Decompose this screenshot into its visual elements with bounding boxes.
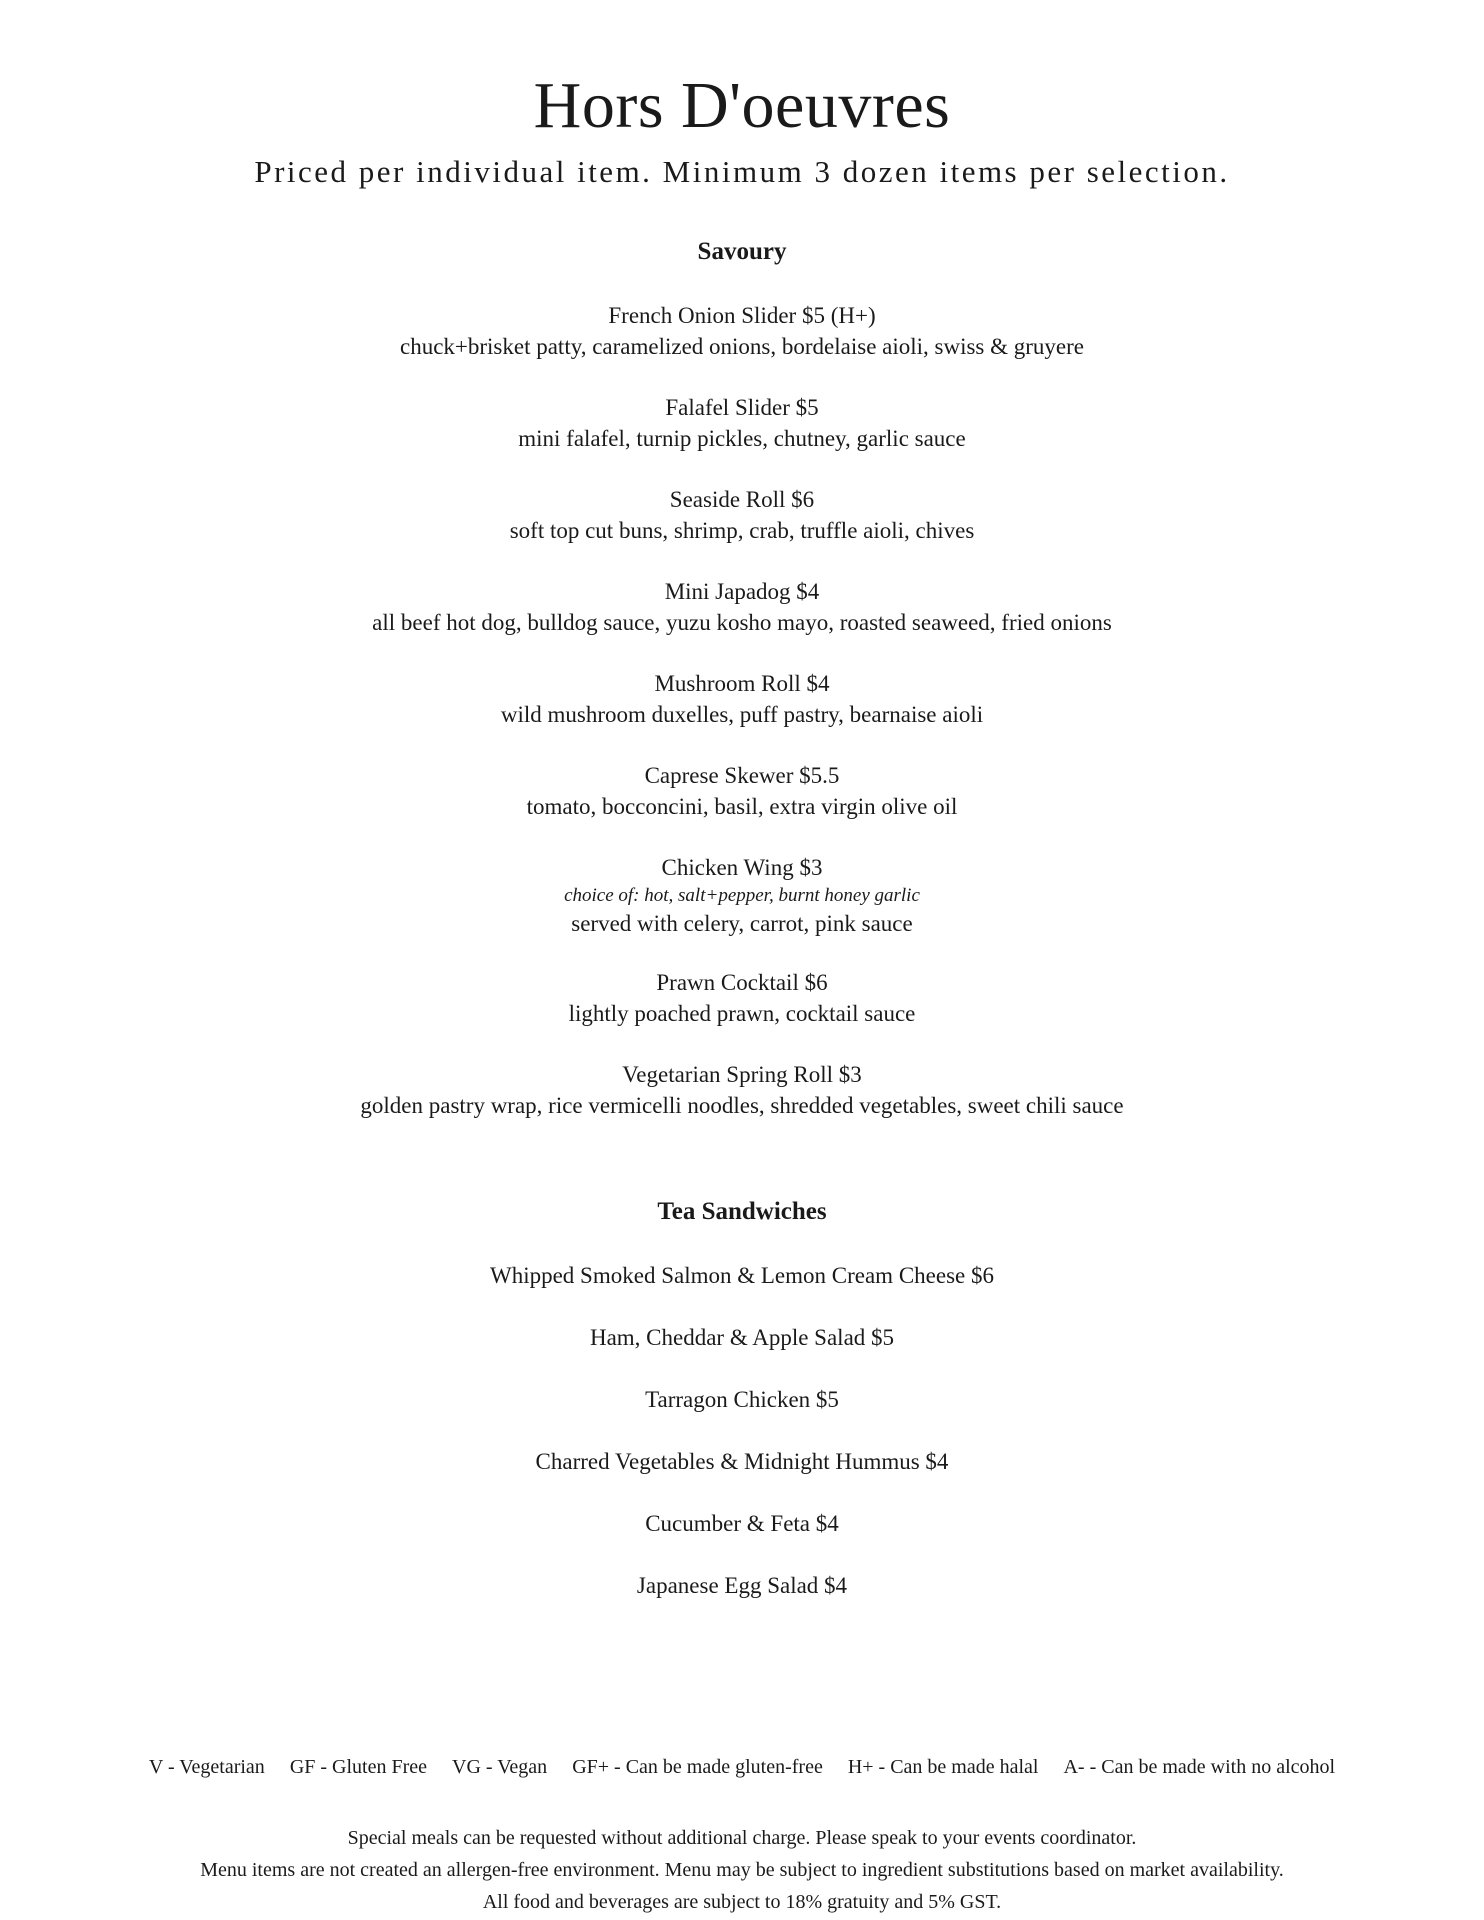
item-name: Caprese Skewer $5.5 xyxy=(644,763,840,788)
item-description: served with celery, carrot, pink sauce xyxy=(571,911,913,936)
menu-item xyxy=(0,967,1484,1029)
page-subtitle: Priced per individual item. Minimum 3 dozen items per selection. xyxy=(254,154,1230,189)
menu-item xyxy=(0,300,1484,362)
item-description: wild mushroom duxelles, puff pastry, bearnaise aioli xyxy=(500,702,984,727)
item-name: Whipped Smoked Salmon & Lemon Cream Cheese $6 xyxy=(490,1263,994,1288)
item-description: lightly poached prawn, cocktail sauce xyxy=(568,1001,916,1026)
item-description: all beef hot dog, bulldog sauce, yuzu kosho mayo, roasted seaweed, fried onions xyxy=(372,610,1112,635)
item-choice: choice of: hot, salt+pepper, burnt honey garlic xyxy=(564,885,920,906)
footer-notes xyxy=(0,1822,1484,1918)
item-description: golden pastry wrap, rice vermicelli noodles, shredded vegetables, sweet chili sauce xyxy=(360,1093,1124,1118)
legend-item-gluten-free: GF - Gluten Free xyxy=(289,1756,428,1778)
footer-line-allergen: Menu items are not created an allergen-free environment. Menu may be subject to ingredient substitutions based on market availability. xyxy=(200,1859,1284,1881)
menu-item xyxy=(0,668,1484,730)
item-name: Falafel Slider $5 xyxy=(665,395,819,420)
item-name: Prawn Cocktail $6 xyxy=(656,970,828,995)
item-name: Tarragon Chicken $5 xyxy=(645,1387,839,1412)
item-name: French Onion Slider $5 (H+) xyxy=(608,303,876,328)
dietary-legend xyxy=(0,1756,1484,1779)
tea-sandwich-items xyxy=(0,1260,1484,1632)
legend-item-vegetarian: V - Vegetarian xyxy=(148,1756,265,1778)
savoury-items xyxy=(0,300,1484,1151)
section-title-savoury: Savoury xyxy=(697,238,787,265)
item-name: Mini Japadog $4 xyxy=(664,579,820,604)
item-description: tomato, bocconcini, basil, extra virgin olive oil xyxy=(526,794,958,819)
item-description: soft top cut buns, shrimp, crab, truffle aioli, chives xyxy=(509,518,975,543)
item-name: Seaside Roll $6 xyxy=(669,487,815,512)
menu-item xyxy=(0,1508,1484,1539)
menu-item xyxy=(0,1570,1484,1601)
header xyxy=(0,66,1484,190)
menu-item xyxy=(0,1260,1484,1291)
legend-item-gluten-free-option: GF+ - Can be made gluten-free xyxy=(572,1756,823,1778)
footer-line-special-meals: Special meals can be requested without additional charge. Please speak to your events coordinator. xyxy=(347,1827,1137,1849)
menu-item xyxy=(0,1384,1484,1415)
item-description: chuck+brisket patty, caramelized onions, bordelaise aioli, swiss & gruyere xyxy=(399,334,1085,359)
menu-item xyxy=(0,1059,1484,1121)
menu-item xyxy=(0,1322,1484,1353)
item-name: Cucumber & Feta $4 xyxy=(645,1511,839,1536)
menu-item xyxy=(0,1446,1484,1477)
menu-item xyxy=(0,852,1484,939)
item-name: Ham, Cheddar & Apple Salad $5 xyxy=(589,1325,895,1350)
menu-item xyxy=(0,760,1484,822)
item-description: mini falafel, turnip pickles, chutney, garlic sauce xyxy=(518,426,966,451)
item-name: Charred Vegetables & Midnight Hummus $4 xyxy=(535,1449,949,1474)
menu-item xyxy=(0,576,1484,638)
footer-line-gratuity: All food and beverages are subject to 18% gratuity and 5% GST. xyxy=(482,1891,1002,1913)
item-name: Japanese Egg Salad $4 xyxy=(636,1573,848,1598)
item-name: Chicken Wing $3 xyxy=(661,855,823,880)
menu-item xyxy=(0,484,1484,546)
item-name: Mushroom Roll $4 xyxy=(654,671,830,696)
legend-item-vegan: VG - Vegan xyxy=(452,1756,548,1778)
menu-item xyxy=(0,392,1484,454)
legend-item-halal-option: H+ - Can be made halal xyxy=(847,1756,1039,1778)
item-name: Vegetarian Spring Roll $3 xyxy=(622,1062,862,1087)
page-title: Hors D'oeuvres xyxy=(533,69,951,142)
legend-item-no-alcohol-option: A- - Can be made with no alcohol xyxy=(1063,1756,1336,1778)
section-title-tea-sandwiches: Tea Sandwiches xyxy=(657,1198,827,1225)
